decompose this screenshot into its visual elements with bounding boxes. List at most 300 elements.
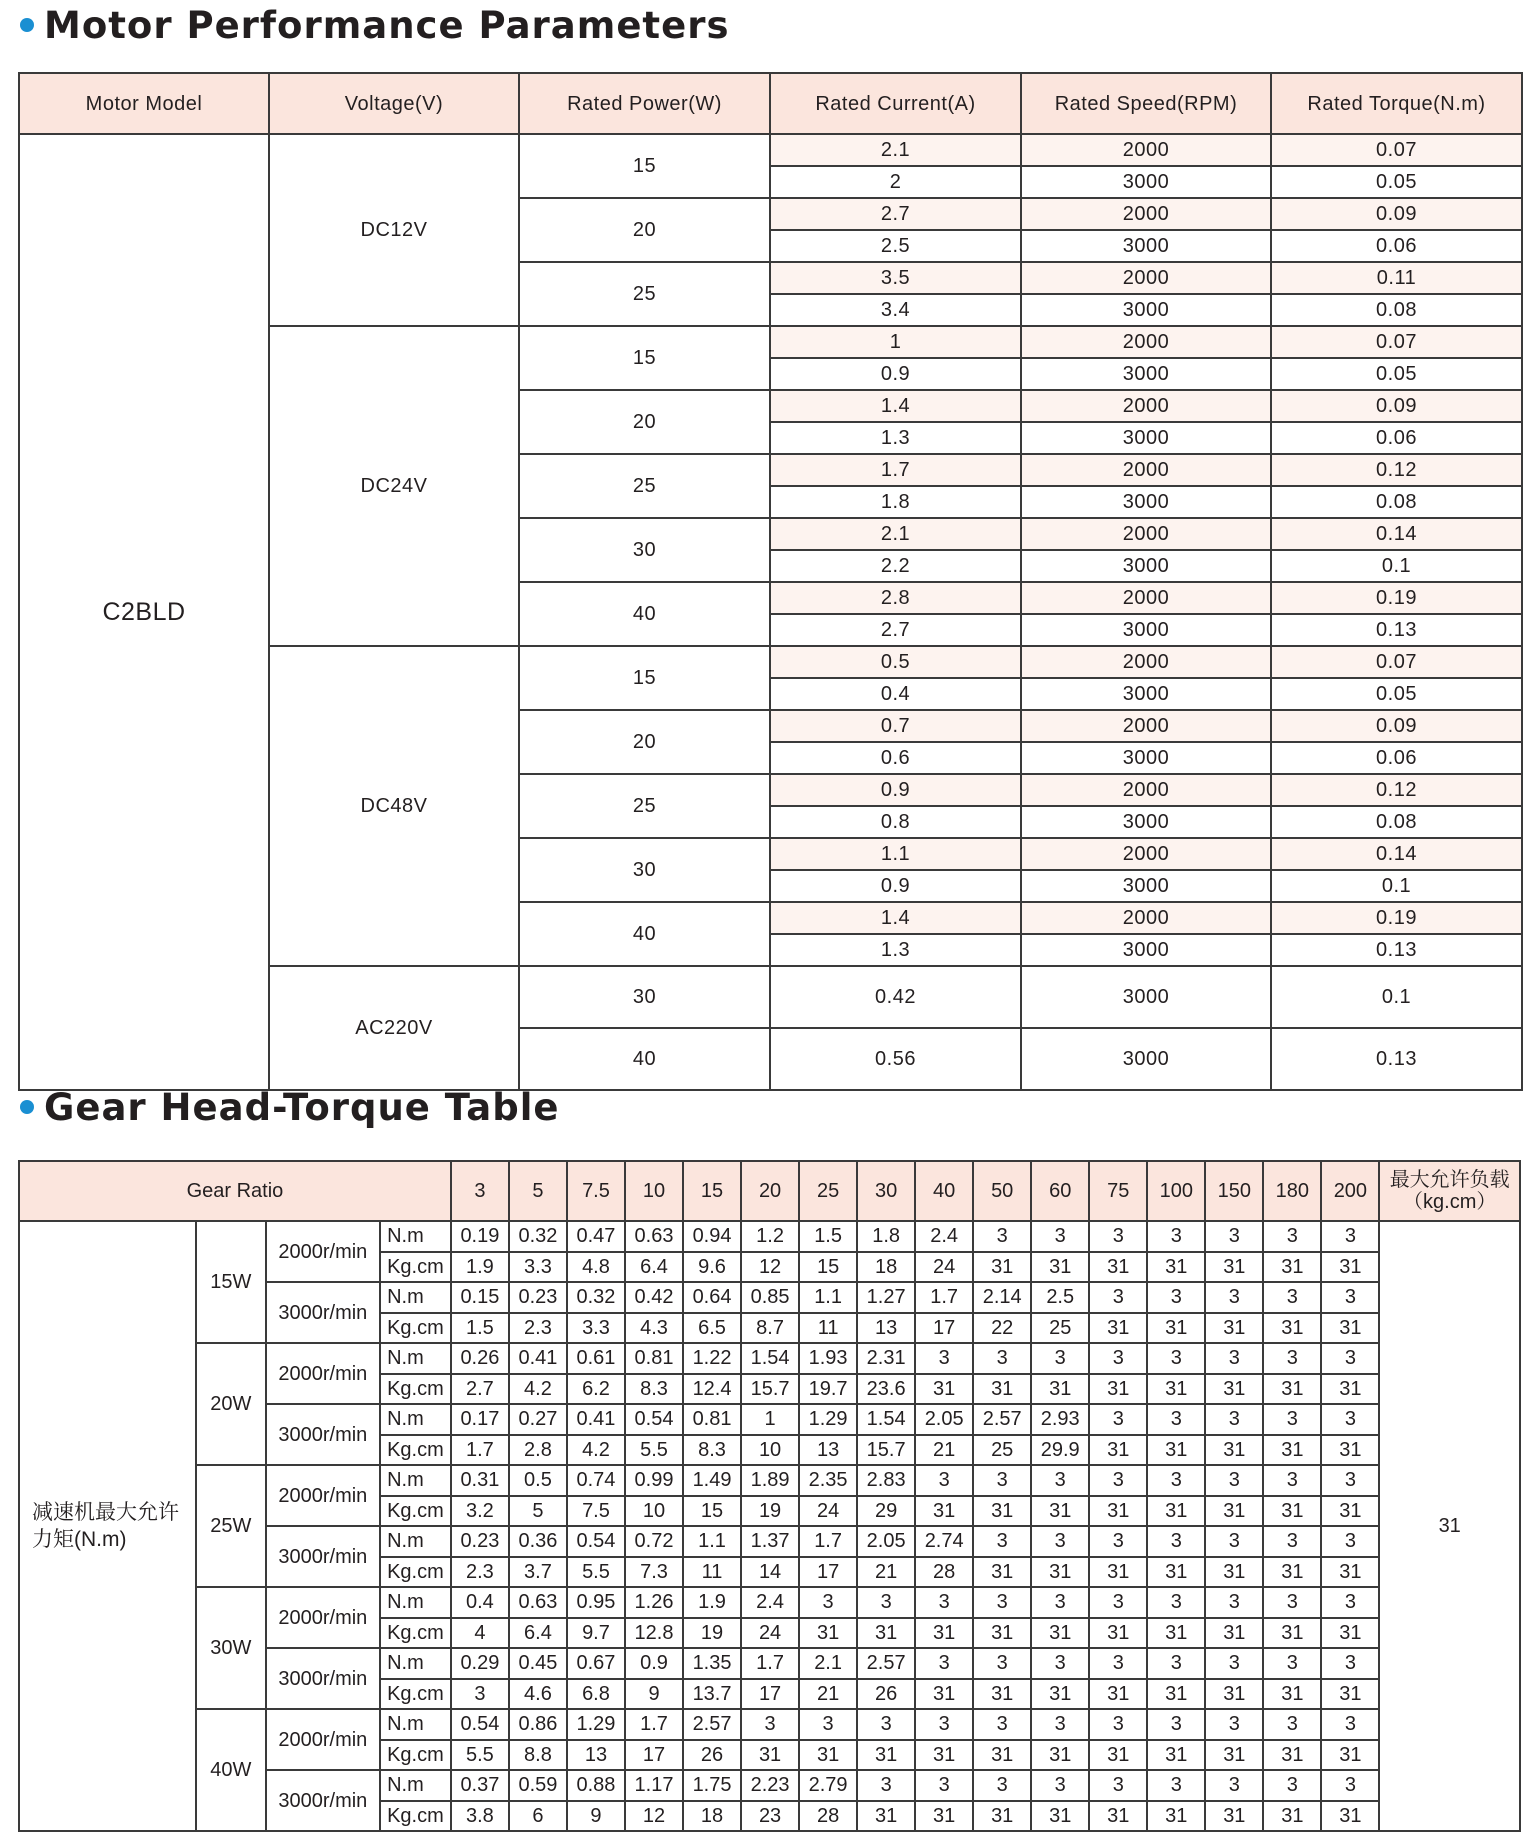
torque-value: 31 <box>1263 1435 1321 1466</box>
torque-value: 31 <box>973 1252 1031 1283</box>
torque-value: 31 <box>1031 1496 1089 1527</box>
current-cell: 0.4 <box>770 678 1021 710</box>
ratio-header: 60 <box>1031 1161 1089 1221</box>
torque-value: 3 <box>1263 1526 1321 1557</box>
torque-value: 3 <box>1089 1709 1147 1740</box>
ratio-header: 30 <box>857 1161 915 1221</box>
torque-value: 3 <box>799 1587 857 1618</box>
torque-value: 8.7 <box>741 1313 799 1344</box>
torque-value: 0.54 <box>451 1709 509 1740</box>
current-cell: 2.1 <box>770 134 1021 166</box>
bullet-icon <box>20 18 34 32</box>
torque-value: 2.7 <box>451 1374 509 1405</box>
torque-value: 13.7 <box>683 1679 741 1710</box>
torque-value: 6.4 <box>509 1618 567 1649</box>
torque-value: 1.7 <box>451 1435 509 1466</box>
current-cell: 2.1 <box>770 518 1021 550</box>
torque-value: 15 <box>799 1252 857 1283</box>
motor-power-cell: 40W <box>196 1709 266 1831</box>
torque-value: 3 <box>1263 1221 1321 1252</box>
torque-value: 7.3 <box>625 1557 683 1588</box>
ratio-header: 25 <box>799 1161 857 1221</box>
torque-value: 0.42 <box>625 1282 683 1313</box>
torque-cell: 0.19 <box>1271 902 1522 934</box>
torque-value: 31 <box>1147 1557 1205 1588</box>
torque-cell: 0.1 <box>1271 550 1522 582</box>
torque-cell: 0.07 <box>1271 134 1522 166</box>
speed-cell: 3000 <box>1021 358 1271 390</box>
gear-row <box>19 1709 1520 1740</box>
torque-value: 3.8 <box>451 1801 509 1832</box>
current-cell: 2.7 <box>770 198 1021 230</box>
torque-cell: 0.07 <box>1271 646 1522 678</box>
torque-value: 2.8 <box>509 1435 567 1466</box>
torque-value: 31 <box>1089 1374 1147 1405</box>
torque-value: 31 <box>1089 1618 1147 1649</box>
torque-value: 0.54 <box>567 1526 625 1557</box>
torque-value: 11 <box>683 1557 741 1588</box>
unit-cell: N.m <box>380 1221 451 1252</box>
torque-value: 0.4 <box>451 1587 509 1618</box>
current-cell: 1.8 <box>770 486 1021 518</box>
performance-row <box>19 134 1522 166</box>
power-cell: 40 <box>519 902 770 966</box>
unit-cell: Kg.cm <box>380 1496 451 1527</box>
speed-cell: 3000 <box>1021 550 1271 582</box>
current-cell: 2.8 <box>770 582 1021 614</box>
torque-value: 6.2 <box>567 1374 625 1405</box>
torque-value: 29 <box>857 1496 915 1527</box>
speed-cell: 3000 <box>1021 966 1271 1028</box>
motor-performance-table <box>18 72 1523 1091</box>
torque-value: 0.63 <box>625 1221 683 1252</box>
speed-cell: 3000 <box>1021 166 1271 198</box>
torque-value: 3 <box>1205 1648 1263 1679</box>
torque-value: 31 <box>1263 1679 1321 1710</box>
torque-value: 1.54 <box>857 1404 915 1435</box>
speed-cell: 2000 <box>1021 454 1271 486</box>
torque-value: 31 <box>1321 1679 1379 1710</box>
torque-value: 3 <box>1147 1526 1205 1557</box>
torque-value: 31 <box>857 1740 915 1771</box>
torque-value: 31 <box>1089 1557 1147 1588</box>
torque-value: 3 <box>1031 1648 1089 1679</box>
torque-value: 31 <box>741 1740 799 1771</box>
torque-value: 12.4 <box>683 1374 741 1405</box>
torque-cell: 0.13 <box>1271 614 1522 646</box>
torque-value: 0.23 <box>451 1526 509 1557</box>
torque-value: 2.05 <box>857 1526 915 1557</box>
gear-torque-table <box>18 1160 1521 1832</box>
torque-value: 3 <box>1205 1526 1263 1557</box>
current-cell: 0.9 <box>770 358 1021 390</box>
column-header: Rated Torque(N.m) <box>1271 73 1522 134</box>
torque-value: 1.29 <box>567 1709 625 1740</box>
current-cell: 0.42 <box>770 966 1021 1028</box>
gear-ratio-header: Gear Ratio <box>19 1161 451 1221</box>
torque-value: 3 <box>915 1648 973 1679</box>
torque-value: 21 <box>915 1435 973 1466</box>
torque-value: 7.5 <box>567 1496 625 1527</box>
torque-cell: 0.14 <box>1271 838 1522 870</box>
torque-value: 31 <box>1263 1801 1321 1832</box>
torque-value: 6.8 <box>567 1679 625 1710</box>
torque-value: 1.1 <box>799 1282 857 1313</box>
torque-value: 1.7 <box>799 1526 857 1557</box>
torque-value: 5.5 <box>451 1740 509 1771</box>
max-torque-label: 减速机最大允许力矩(N.m) <box>19 1221 196 1831</box>
torque-value: 31 <box>1321 1496 1379 1527</box>
unit-cell: N.m <box>380 1770 451 1801</box>
motor-power-cell: 20W <box>196 1343 266 1465</box>
current-cell: 0.5 <box>770 646 1021 678</box>
motor-power-cell: 15W <box>196 1221 266 1343</box>
torque-value: 3 <box>1205 1282 1263 1313</box>
torque-value: 3 <box>799 1709 857 1740</box>
unit-cell: Kg.cm <box>380 1618 451 1649</box>
speed-cell: 3000 <box>1021 230 1271 262</box>
torque-cell: 0.14 <box>1271 518 1522 550</box>
torque-value: 3 <box>1031 1587 1089 1618</box>
torque-value: 1.93 <box>799 1343 857 1374</box>
torque-value: 2.31 <box>857 1343 915 1374</box>
voltage-cell: AC220V <box>269 966 519 1090</box>
speed-cell: 3000 <box>1021 678 1271 710</box>
torque-value: 1.29 <box>799 1404 857 1435</box>
torque-value: 31 <box>1147 1313 1205 1344</box>
torque-cell: 0.06 <box>1271 422 1522 454</box>
torque-value: 6 <box>509 1801 567 1832</box>
torque-value: 0.61 <box>567 1343 625 1374</box>
torque-value: 0.36 <box>509 1526 567 1557</box>
torque-value: 0.85 <box>741 1282 799 1313</box>
torque-value: 2.57 <box>683 1709 741 1740</box>
power-cell: 30 <box>519 966 770 1028</box>
torque-value: 3 <box>1147 1648 1205 1679</box>
torque-value: 31 <box>1205 1557 1263 1588</box>
torque-value: 3 <box>915 1465 973 1496</box>
torque-value: 31 <box>1321 1557 1379 1588</box>
torque-value: 3 <box>1263 1404 1321 1435</box>
torque-value: 2.4 <box>741 1587 799 1618</box>
power-cell: 30 <box>519 518 770 582</box>
torque-value: 3 <box>973 1770 1031 1801</box>
torque-value: 31 <box>973 1374 1031 1405</box>
torque-value: 15.7 <box>741 1374 799 1405</box>
torque-value: 31 <box>1321 1801 1379 1832</box>
speed-cell: 2000 <box>1021 838 1271 870</box>
torque-value: 31 <box>1089 1313 1147 1344</box>
torque-value: 2.79 <box>799 1770 857 1801</box>
torque-value: 31 <box>1031 1618 1089 1649</box>
torque-value: 3 <box>1321 1343 1379 1374</box>
torque-value: 0.27 <box>509 1404 567 1435</box>
torque-value: 19.7 <box>799 1374 857 1405</box>
torque-value: 31 <box>857 1801 915 1832</box>
torque-value: 31 <box>1321 1618 1379 1649</box>
torque-value: 0.23 <box>509 1282 567 1313</box>
torque-value: 31 <box>1147 1252 1205 1283</box>
torque-value: 1.5 <box>799 1221 857 1252</box>
torque-value: 3 <box>1031 1770 1089 1801</box>
torque-value: 9 <box>625 1679 683 1710</box>
current-cell: 0.56 <box>770 1028 1021 1090</box>
torque-value: 0.15 <box>451 1282 509 1313</box>
torque-value: 8.8 <box>509 1740 567 1771</box>
torque-value: 13 <box>857 1313 915 1344</box>
torque-value: 11 <box>799 1313 857 1344</box>
torque-value: 3 <box>973 1221 1031 1252</box>
torque-value: 3 <box>1147 1709 1205 1740</box>
unit-cell: N.m <box>380 1709 451 1740</box>
torque-value: 1 <box>741 1404 799 1435</box>
torque-value: 3 <box>1321 1709 1379 1740</box>
torque-value: 3 <box>915 1343 973 1374</box>
torque-value: 1.9 <box>683 1587 741 1618</box>
torque-value: 3 <box>915 1770 973 1801</box>
torque-value: 12 <box>625 1801 683 1832</box>
performance-title-text: Motor Performance Parameters <box>44 3 730 47</box>
performance-section-title <box>20 0 729 50</box>
torque-value: 31 <box>1263 1374 1321 1405</box>
torque-value: 1.7 <box>625 1709 683 1740</box>
torque-value: 3 <box>1263 1587 1321 1618</box>
torque-cell: 0.08 <box>1271 294 1522 326</box>
ratio-header: 40 <box>915 1161 973 1221</box>
torque-value: 15.7 <box>857 1435 915 1466</box>
torque-value: 31 <box>1089 1740 1147 1771</box>
torque-value: 31 <box>1031 1557 1089 1588</box>
torque-value: 1.22 <box>683 1343 741 1374</box>
max-load-header: 最大允许负载（kg.cm） <box>1379 1161 1520 1221</box>
torque-value: 3 <box>973 1648 1031 1679</box>
current-cell: 1 <box>770 326 1021 358</box>
speed-cell: 2000 <box>1021 774 1271 806</box>
torque-value: 13 <box>567 1740 625 1771</box>
torque-value: 3 <box>1205 1709 1263 1740</box>
torque-value: 3 <box>1205 1465 1263 1496</box>
torque-value: 5 <box>509 1496 567 1527</box>
torque-cell: 0.1 <box>1271 870 1522 902</box>
gear-header-row <box>19 1161 1520 1221</box>
unit-cell: N.m <box>380 1404 451 1435</box>
voltage-cell: DC48V <box>269 646 519 966</box>
current-cell: 3.5 <box>770 262 1021 294</box>
torque-cell: 0.05 <box>1271 166 1522 198</box>
torque-value: 1.8 <box>857 1221 915 1252</box>
column-header: Rated Power(W) <box>519 73 770 134</box>
torque-value: 0.41 <box>567 1404 625 1435</box>
torque-value: 3 <box>973 1465 1031 1496</box>
torque-value: 3 <box>1147 1404 1205 1435</box>
unit-cell: Kg.cm <box>380 1435 451 1466</box>
torque-value: 8.3 <box>625 1374 683 1405</box>
torque-value: 1.27 <box>857 1282 915 1313</box>
torque-value: 3 <box>1089 1648 1147 1679</box>
torque-value: 3 <box>1205 1770 1263 1801</box>
torque-value: 3 <box>451 1679 509 1710</box>
speed-cell: 2000 <box>1021 390 1271 422</box>
torque-value: 3 <box>1263 1343 1321 1374</box>
torque-cell: 0.08 <box>1271 806 1522 838</box>
torque-value: 26 <box>683 1740 741 1771</box>
torque-value: 0.29 <box>451 1648 509 1679</box>
torque-value: 3.2 <box>451 1496 509 1527</box>
torque-value: 31 <box>1031 1679 1089 1710</box>
torque-value: 3 <box>1321 1221 1379 1252</box>
torque-value: 3 <box>1147 1221 1205 1252</box>
torque-value: 3 <box>1263 1709 1321 1740</box>
torque-value: 31 <box>1147 1679 1205 1710</box>
speed-cell: 3000 <box>1021 614 1271 646</box>
torque-value: 1.2 <box>741 1221 799 1252</box>
torque-value: 4.8 <box>567 1252 625 1283</box>
torque-value: 17 <box>741 1679 799 1710</box>
torque-value: 2.14 <box>973 1282 1031 1313</box>
torque-value: 15 <box>683 1496 741 1527</box>
torque-value: 0.81 <box>683 1404 741 1435</box>
torque-value: 2.5 <box>1031 1282 1089 1313</box>
power-cell: 20 <box>519 198 770 262</box>
speed-cell: 2000 <box>1021 902 1271 934</box>
torque-value: 3 <box>1089 1404 1147 1435</box>
torque-value: 8.3 <box>683 1435 741 1466</box>
torque-value: 31 <box>973 1801 1031 1832</box>
current-cell: 2.7 <box>770 614 1021 646</box>
current-cell: 2 <box>770 166 1021 198</box>
torque-value: 0.5 <box>509 1465 567 1496</box>
torque-value: 3 <box>1031 1526 1089 1557</box>
torque-value: 19 <box>741 1496 799 1527</box>
torque-value: 18 <box>857 1252 915 1283</box>
torque-value: 0.19 <box>451 1221 509 1252</box>
voltage-cell: DC24V <box>269 326 519 646</box>
power-cell: 15 <box>519 646 770 710</box>
motor-power-cell: 25W <box>196 1465 266 1587</box>
speed-cell: 2000 <box>1021 262 1271 294</box>
gear-row <box>19 1343 1520 1374</box>
unit-cell: Kg.cm <box>380 1313 451 1344</box>
speed-cell: 2000r/min <box>266 1709 380 1770</box>
torque-value: 3.7 <box>509 1557 567 1588</box>
torque-value: 0.88 <box>567 1770 625 1801</box>
torque-cell: 0.13 <box>1271 934 1522 966</box>
torque-value: 31 <box>1147 1496 1205 1527</box>
current-cell: 0.8 <box>770 806 1021 838</box>
torque-value: 31 <box>799 1740 857 1771</box>
current-cell: 0.9 <box>770 870 1021 902</box>
unit-cell: N.m <box>380 1587 451 1618</box>
torque-value: 3 <box>973 1526 1031 1557</box>
torque-value: 31 <box>1205 1435 1263 1466</box>
power-cell: 30 <box>519 838 770 902</box>
torque-value: 31 <box>1263 1496 1321 1527</box>
speed-cell: 2000r/min <box>266 1343 380 1404</box>
torque-value: 3 <box>1321 1282 1379 1313</box>
torque-value: 3 <box>1031 1343 1089 1374</box>
torque-value: 4 <box>451 1618 509 1649</box>
torque-value: 0.47 <box>567 1221 625 1252</box>
torque-value: 31 <box>915 1618 973 1649</box>
torque-value: 3 <box>1205 1221 1263 1252</box>
performance-header-row <box>19 73 1522 134</box>
torque-value: 3 <box>1147 1343 1205 1374</box>
torque-value: 31 <box>1205 1618 1263 1649</box>
torque-value: 31 <box>799 1618 857 1649</box>
torque-value: 3 <box>857 1770 915 1801</box>
torque-value: 31 <box>1031 1801 1089 1832</box>
torque-value: 31 <box>1031 1374 1089 1405</box>
speed-cell: 2000 <box>1021 710 1271 742</box>
speed-cell: 3000 <box>1021 1028 1271 1090</box>
torque-value: 2.4 <box>915 1221 973 1252</box>
torque-value: 28 <box>915 1557 973 1588</box>
torque-value: 10 <box>741 1435 799 1466</box>
torque-cell: 0.05 <box>1271 678 1522 710</box>
torque-value: 4.2 <box>509 1374 567 1405</box>
torque-cell: 0.19 <box>1271 582 1522 614</box>
torque-value: 2.57 <box>857 1648 915 1679</box>
column-header: Rated Current(A) <box>770 73 1021 134</box>
torque-value: 31 <box>1263 1618 1321 1649</box>
unit-cell: Kg.cm <box>380 1740 451 1771</box>
torque-value: 3 <box>1263 1282 1321 1313</box>
ratio-header: 50 <box>973 1161 1031 1221</box>
torque-value: 17 <box>799 1557 857 1588</box>
torque-value: 3 <box>1089 1343 1147 1374</box>
torque-cell: 0.11 <box>1271 262 1522 294</box>
torque-value: 3 <box>1089 1526 1147 1557</box>
ratio-header: 15 <box>683 1161 741 1221</box>
speed-cell: 3000r/min <box>266 1770 380 1831</box>
current-cell: 0.9 <box>770 774 1021 806</box>
current-cell: 1.7 <box>770 454 1021 486</box>
speed-cell: 2000 <box>1021 582 1271 614</box>
torque-value: 0.45 <box>509 1648 567 1679</box>
torque-value: 0.67 <box>567 1648 625 1679</box>
torque-value: 2.35 <box>799 1465 857 1496</box>
torque-value: 12 <box>741 1252 799 1283</box>
torque-value: 13 <box>799 1435 857 1466</box>
torque-value: 24 <box>915 1252 973 1283</box>
torque-value: 31 <box>1089 1496 1147 1527</box>
ratio-header: 150 <box>1205 1161 1263 1221</box>
ratio-header: 200 <box>1321 1161 1379 1221</box>
torque-value: 0.95 <box>567 1587 625 1618</box>
torque-value: 0.17 <box>451 1404 509 1435</box>
power-cell: 20 <box>519 390 770 454</box>
torque-value: 31 <box>1031 1740 1089 1771</box>
torque-value: 2.23 <box>741 1770 799 1801</box>
torque-value: 3 <box>1089 1770 1147 1801</box>
speed-cell: 3000r/min <box>266 1526 380 1587</box>
torque-value: 3.3 <box>567 1313 625 1344</box>
current-cell: 0.6 <box>770 742 1021 774</box>
torque-value: 31 <box>915 1740 973 1771</box>
torque-value: 31 <box>1321 1435 1379 1466</box>
gear-title-text: Gear Head-Torque Table <box>44 1085 560 1129</box>
torque-value: 31 <box>1205 1313 1263 1344</box>
torque-value: 3 <box>1089 1221 1147 1252</box>
torque-value: 1.54 <box>741 1343 799 1374</box>
current-cell: 0.7 <box>770 710 1021 742</box>
torque-value: 2.3 <box>509 1313 567 1344</box>
torque-value: 0.59 <box>509 1770 567 1801</box>
torque-value: 31 <box>1263 1740 1321 1771</box>
power-cell: 25 <box>519 454 770 518</box>
current-cell: 2.5 <box>770 230 1021 262</box>
torque-value: 25 <box>973 1435 1031 1466</box>
